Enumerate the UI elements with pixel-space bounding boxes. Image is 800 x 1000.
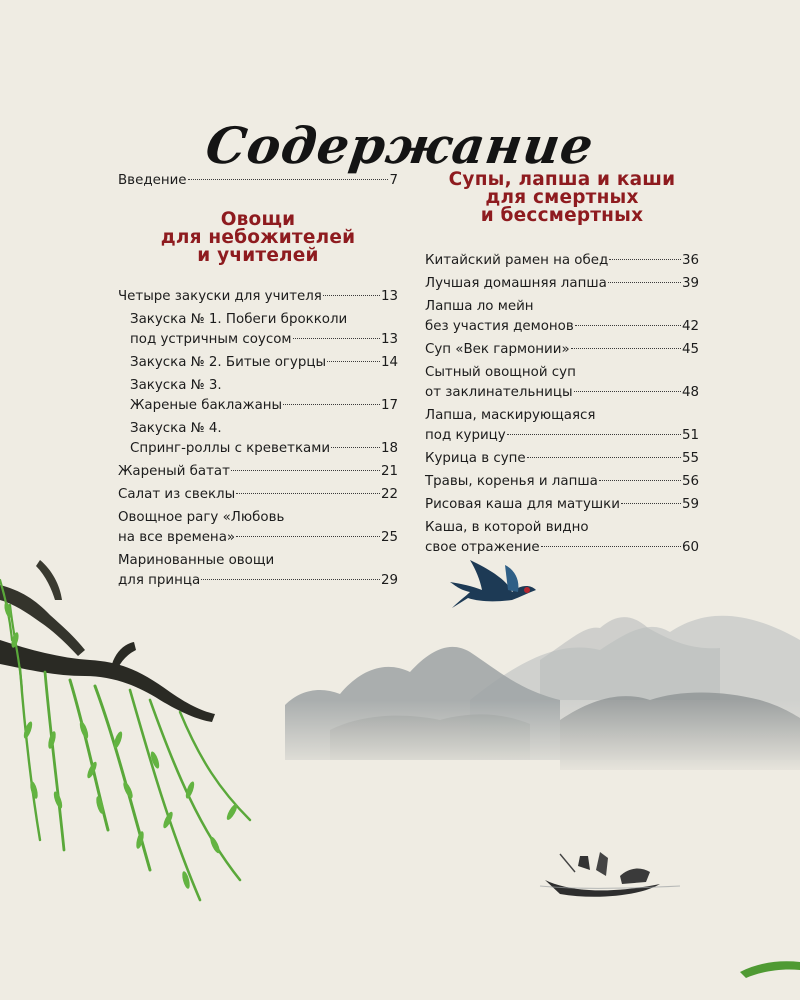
toc-page-number: 45 [681,342,699,357]
toc-page-number: 36 [681,253,699,268]
toc-entry-title: Рисовая каша для матушки [425,497,620,512]
toc-entry-title: Лапша ло мейн [425,299,534,314]
toc-page-number: 25 [380,530,398,545]
toc-entry[interactable] [425,472,699,492]
toc-entry[interactable] [118,508,398,548]
toc-entry[interactable] [118,485,398,505]
toc-right-column [425,171,699,561]
dot-leader [188,179,389,180]
swallow-bird [450,560,536,608]
toc-entry-title: без участия демонов [425,319,574,334]
toc-page-number: 17 [380,398,398,413]
toc-page-number: 42 [681,319,699,334]
toc-page-number: 13 [380,289,398,304]
toc-page-number: 55 [681,451,699,466]
toc-entry-title: Овощное рагу «Любовь [118,510,285,525]
toc-entry-title: Маринованные овощи [118,553,275,568]
toc-entry[interactable] [425,340,699,360]
toc-entry-title: Китайский рамен на обед [425,253,609,268]
toc-entry-title: Травы, коренья и лапша [425,474,598,489]
toc-entry[interactable] [118,551,398,591]
toc-entry[interactable] [425,251,699,271]
willow-branch [0,560,250,900]
dot-leader [283,404,380,405]
dot-leader [541,546,681,547]
toc-entry-title: для принца [118,573,201,588]
toc-entry-title: Закуска № 2. Битые огурцы [130,355,327,370]
ink-mountains [270,616,800,780]
toc-entry[interactable] [118,376,398,416]
toc-entry-title: под курицу [425,428,506,443]
toc-entry-title: свое отражение [425,540,540,555]
toc-entry-title: Салат из свеклы [118,487,236,502]
toc-entry-title: Введение [118,173,187,188]
toc-entry-title: Каша, в которой видно [425,520,589,535]
dot-leader [507,434,681,435]
dot-leader [608,282,681,283]
toc-entry-title: от заклинательницы [425,385,573,400]
dot-leader [331,447,380,448]
toc-page-number: 7 [389,173,398,188]
toc-entry-title: Суп «Век гармонии» [425,342,570,357]
toc-page-number: 29 [380,573,398,588]
toc-page-number: 13 [380,332,398,347]
toc-entry[interactable] [118,310,398,350]
dot-leader [293,338,380,339]
dot-leader [571,348,681,349]
toc-entry-title: Жареные баклажаны [130,398,283,413]
toc-entry[interactable] [425,274,699,294]
toc-entry-title: под устричным соусом [130,332,292,347]
toc-page-number: 14 [380,355,398,370]
toc-page-number: 39 [681,276,699,291]
toc-entry[interactable] [118,419,398,459]
toc-entry-title: Закуска № 1. Побеги брокколи [130,312,348,327]
toc-page-number: 60 [681,540,699,555]
dot-leader [327,361,380,362]
toc-left-column [118,171,398,594]
toc-entry[interactable] [118,462,398,482]
toc-entry[interactable] [118,353,398,373]
toc-entry-title: Лапша, маскирующаяся [425,408,596,423]
toc-page-number: 21 [380,464,398,479]
toc-entry-title: Курица в супе [425,451,526,466]
toc-entry-intro[interactable] [118,171,398,191]
toc-entry[interactable] [425,495,699,515]
section-heading-vegetables: Овощи для небожителей и учителей [160,209,356,266]
toc-page-number: 56 [681,474,699,489]
dot-leader [231,470,380,471]
dot-leader [201,579,380,580]
toc-entry[interactable] [425,406,699,446]
dot-leader [236,536,380,537]
toc-entry-title: Закуска № 4. [130,421,222,436]
fishing-boat [540,852,680,897]
toc-entry[interactable] [425,363,699,403]
toc-entry-title: Сытный овощной суп [425,365,576,380]
dot-leader [574,391,681,392]
toc-entry[interactable] [118,287,398,307]
dot-leader [599,480,681,481]
toc-page-number: 59 [681,497,699,512]
toc-entry[interactable] [425,449,699,469]
toc-entry-title: Четыре закуски для учителя [118,289,322,304]
toc-entry[interactable] [425,297,699,337]
toc-entry-title: Закуска № 3. [130,378,222,393]
dot-leader [575,325,681,326]
dot-leader [236,493,380,494]
page-title: Содержание [202,115,598,175]
toc-entry-title: Спринг-роллы с креветками [130,441,331,456]
reed-leaf [740,961,800,978]
toc-entry-title: Жареный батат [118,464,230,479]
toc-page-number: 18 [380,441,398,456]
section-heading-soups: Супы, лапша и каши для смертных и бессмертных [448,169,676,226]
dot-leader [323,295,380,296]
toc-page-number: 48 [681,385,699,400]
toc-list-soups [425,251,699,558]
dot-leader [609,259,681,260]
toc-entry-title: на все времена» [118,530,236,545]
toc-list-vegetables [118,287,398,591]
toc-page-number: 51 [681,428,699,443]
dot-leader [621,503,681,504]
toc-entry-title: Лучшая домашняя лапша [425,276,607,291]
toc-page-number: 22 [380,487,398,502]
toc-entry[interactable] [425,518,699,558]
dot-leader [527,457,681,458]
